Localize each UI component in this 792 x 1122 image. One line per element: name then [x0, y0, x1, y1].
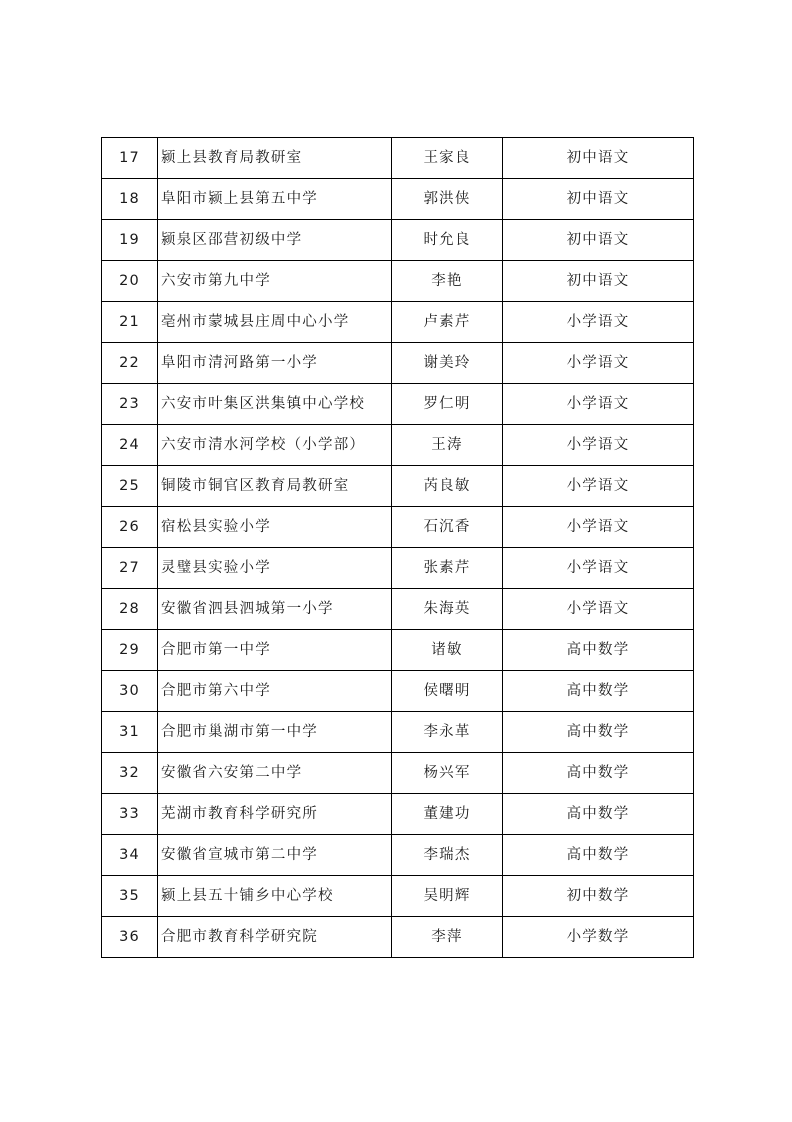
row-number: 20	[102, 261, 158, 302]
row-number: 30	[102, 671, 158, 712]
row-name: 张素芹	[392, 548, 503, 589]
row-subject: 小学数学	[503, 917, 694, 958]
table-row	[102, 220, 694, 261]
row-subject: 小学语文	[503, 548, 694, 589]
row-unit: 合肥市巢湖市第一中学	[158, 712, 392, 753]
row-subject: 高中数学	[503, 835, 694, 876]
row-unit: 铜陵市铜官区教育局教研室	[158, 466, 392, 507]
row-subject: 小学语文	[503, 589, 694, 630]
row-unit: 六安市第九中学	[158, 261, 392, 302]
row-unit: 安徽省泗县泗城第一小学	[158, 589, 392, 630]
table-row	[102, 835, 694, 876]
table-row	[102, 753, 694, 794]
row-name: 石沉香	[392, 507, 503, 548]
table-row	[102, 507, 694, 548]
row-subject: 初中数学	[503, 876, 694, 917]
row-subject: 高中数学	[503, 671, 694, 712]
row-name: 侯曙明	[392, 671, 503, 712]
row-subject: 小学语文	[503, 343, 694, 384]
row-name: 杨兴军	[392, 753, 503, 794]
row-unit: 安徽省六安第二中学	[158, 753, 392, 794]
row-unit: 阜阳市颍上县第五中学	[158, 179, 392, 220]
table-row	[102, 343, 694, 384]
row-unit: 亳州市蒙城县庄周中心小学	[158, 302, 392, 343]
row-number: 17	[102, 138, 158, 179]
table-row	[102, 466, 694, 507]
row-number: 19	[102, 220, 158, 261]
row-unit: 灵璧县实验小学	[158, 548, 392, 589]
table-row	[102, 671, 694, 712]
table-row	[102, 917, 694, 958]
roster-table	[101, 137, 694, 958]
row-subject: 高中数学	[503, 753, 694, 794]
row-number: 34	[102, 835, 158, 876]
row-unit: 颍泉区邵营初级中学	[158, 220, 392, 261]
row-number: 28	[102, 589, 158, 630]
row-name: 芮良敏	[392, 466, 503, 507]
row-subject: 小学语文	[503, 507, 694, 548]
row-name: 董建功	[392, 794, 503, 835]
row-number: 22	[102, 343, 158, 384]
row-subject: 小学语文	[503, 302, 694, 343]
row-number: 29	[102, 630, 158, 671]
row-unit: 颍上县五十铺乡中心学校	[158, 876, 392, 917]
table-row	[102, 589, 694, 630]
row-subject: 小学语文	[503, 425, 694, 466]
row-name: 罗仁明	[392, 384, 503, 425]
row-name: 朱海英	[392, 589, 503, 630]
row-subject: 高中数学	[503, 712, 694, 753]
row-name: 诸敏	[392, 630, 503, 671]
row-unit: 合肥市教育科学研究院	[158, 917, 392, 958]
row-number: 32	[102, 753, 158, 794]
row-subject: 高中数学	[503, 630, 694, 671]
table-row	[102, 548, 694, 589]
table-row	[102, 794, 694, 835]
row-name: 王涛	[392, 425, 503, 466]
table-row	[102, 261, 694, 302]
row-name: 卢素芹	[392, 302, 503, 343]
row-subject: 初中语文	[503, 220, 694, 261]
row-number: 18	[102, 179, 158, 220]
row-unit: 颍上县教育局教研室	[158, 138, 392, 179]
row-number: 26	[102, 507, 158, 548]
row-unit: 合肥市第一中学	[158, 630, 392, 671]
row-name: 李永革	[392, 712, 503, 753]
row-unit: 芜湖市教育科学研究所	[158, 794, 392, 835]
row-subject: 初中语文	[503, 179, 694, 220]
table-row	[102, 876, 694, 917]
row-unit: 六安市叶集区洪集镇中心学校	[158, 384, 392, 425]
row-unit: 阜阳市清河路第一小学	[158, 343, 392, 384]
row-subject: 小学语文	[503, 466, 694, 507]
table-row	[102, 302, 694, 343]
row-subject: 初中语文	[503, 138, 694, 179]
table-row	[102, 712, 694, 753]
row-number: 27	[102, 548, 158, 589]
row-number: 21	[102, 302, 158, 343]
row-subject: 小学语文	[503, 384, 694, 425]
row-number: 33	[102, 794, 158, 835]
row-subject: 初中语文	[503, 261, 694, 302]
row-number: 24	[102, 425, 158, 466]
table-row	[102, 179, 694, 220]
row-number: 36	[102, 917, 158, 958]
table-row	[102, 138, 694, 179]
row-name: 王家良	[392, 138, 503, 179]
row-number: 23	[102, 384, 158, 425]
row-number: 35	[102, 876, 158, 917]
table-row	[102, 384, 694, 425]
table-row	[102, 630, 694, 671]
row-name: 郭洪侠	[392, 179, 503, 220]
row-name: 吴明辉	[392, 876, 503, 917]
row-unit: 六安市清水河学校（小学部）	[158, 425, 392, 466]
row-name: 时允良	[392, 220, 503, 261]
row-name: 谢美玲	[392, 343, 503, 384]
row-subject: 高中数学	[503, 794, 694, 835]
row-unit: 合肥市第六中学	[158, 671, 392, 712]
roster-table-body	[102, 138, 694, 958]
row-name: 李瑞杰	[392, 835, 503, 876]
row-name: 李萍	[392, 917, 503, 958]
table-row	[102, 425, 694, 466]
row-number: 31	[102, 712, 158, 753]
row-unit: 宿松县实验小学	[158, 507, 392, 548]
row-unit: 安徽省宣城市第二中学	[158, 835, 392, 876]
row-name: 李艳	[392, 261, 503, 302]
row-number: 25	[102, 466, 158, 507]
